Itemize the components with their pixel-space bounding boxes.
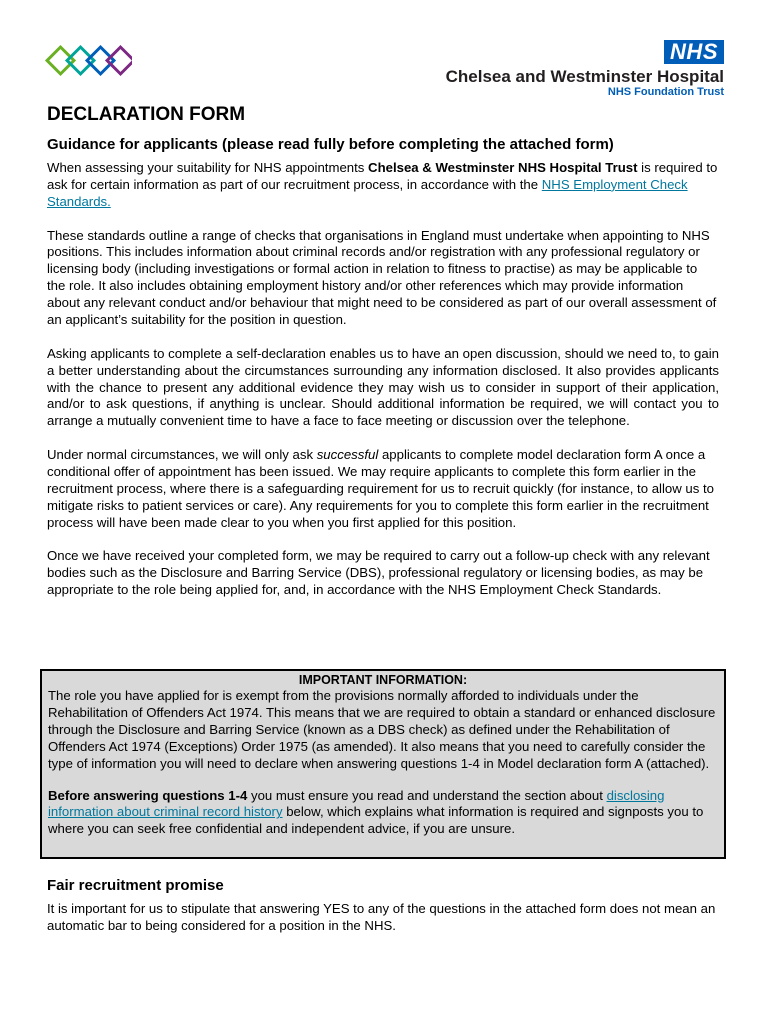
guidance-paragraph-5: Once we have received your completed form, we may be required to carry out a follow-up check with any relevant bodies such as the Disclosure and Barring Service (DBS), professional regulatory or licensing bodies, as may be appropriate to the role being applied for, and, in accordance with the NHS Employment Check Standards. bbox=[47, 548, 710, 598]
fair-recruitment-section bbox=[47, 877, 719, 952]
trust-logo-diamonds-icon bbox=[44, 42, 132, 88]
page-title: DECLARATION FORM bbox=[47, 104, 246, 125]
important-paragraph-2: Before answering questions 1-4 you must ensure you read and understand the section about disclosing information about criminal record history below, which explains what information is required and signposts you to where you can seek free confidential and independent advice, if you are unsure. bbox=[48, 787, 704, 837]
fair-recruitment-text: It is important for us to stipulate that answering YES to any of the questions in the attached form does not mean an automatic bar to being considered for a position in the NHS. bbox=[47, 901, 716, 933]
guidance-paragraph-3: Asking applicants to complete a self-declaration enables us to have an open discussion, should we need to, to gain a better understanding about the circumstances surrounding any information disclosed. It also provides applicants with the chance to present any additional evidence they may wish us to consider in support of their application, and/or to ask questions, if anything is unclear. Should additional information be required, we will contact you to arrange a mutually convenient time to have a face to face meeting or discussion over the telephone. bbox=[47, 345, 719, 429]
guidance-paragraph-2: These standards outline a range of checks that organisations in England must undertake when appointing to NHS positions. This includes information about criminal records and/or registration with any professional regulatory or licensing body (including investigations or formal action in relation to fitness to practise) as may be applicable to the role. It also includes obtaining employment history and/or other references which may provide information about any relevant conduct and/or behaviour that might need to be considered as part of our overall assessment of an applicant’s suitability for the position in question. bbox=[47, 227, 717, 328]
nhs-brand-block bbox=[446, 40, 724, 99]
hospital-name: Chelsea and Westminster Hospital bbox=[445, 67, 724, 86]
nhs-employment-check-standards-link[interactable]: NHS Employment Check Standards. bbox=[47, 176, 688, 209]
guidance-section bbox=[47, 104, 719, 616]
guidance-heading: Guidance for applicants (please read fully before completing the attached form) bbox=[47, 136, 614, 153]
guidance-paragraph-4: Under normal circumstances, we will only ask successful applicants to complete model declaration form A once a conditional offer of appointment has been issued. We may require applicants to complete this form earlier in the recruitment process, where there is a safeguarding requirement for us to recruit quickly (for instance, to allow us to mitigate risks to patient services or care). Any requirements for you to complete this form earlier in the recruitment process will have been made clear to you when you first applied for this position. bbox=[47, 447, 715, 530]
criminal-record-disclosure-link[interactable]: disclosing information about criminal record history bbox=[48, 787, 665, 820]
fair-recruitment-heading: Fair recruitment promise bbox=[47, 877, 224, 894]
guidance-paragraph-1: When assessing your suitability for NHS appointments Chelsea & Westminster NHS Hospital Trust is required to ask for certain information as part of our recruitment process, in accordance with the NHS Employment Check Standards. bbox=[47, 160, 718, 209]
important-information-title: IMPORTANT INFORMATION: bbox=[298, 673, 468, 687]
important-paragraph-1: The role you have applied for is exempt from the provisions normally afforded to individuals under the Rehabilitation of Offenders Act 1974. This means that we are required to obtain a standard or enhanced disclosure through the Disclosure and Barring Service (known as a DBS check) as defined under the Rehabilitation of Offenders Act 1974 (Exceptions) Order 1975 (as amended). It also means that you need to carefully consider the type of information you will need to declare when answering questions 1-4 in Model declaration form A (attached). bbox=[48, 688, 716, 771]
nhs-logo: NHS bbox=[664, 40, 724, 64]
hospital-subtitle: NHS Foundation Trust bbox=[607, 86, 724, 98]
important-information-box bbox=[40, 669, 726, 859]
